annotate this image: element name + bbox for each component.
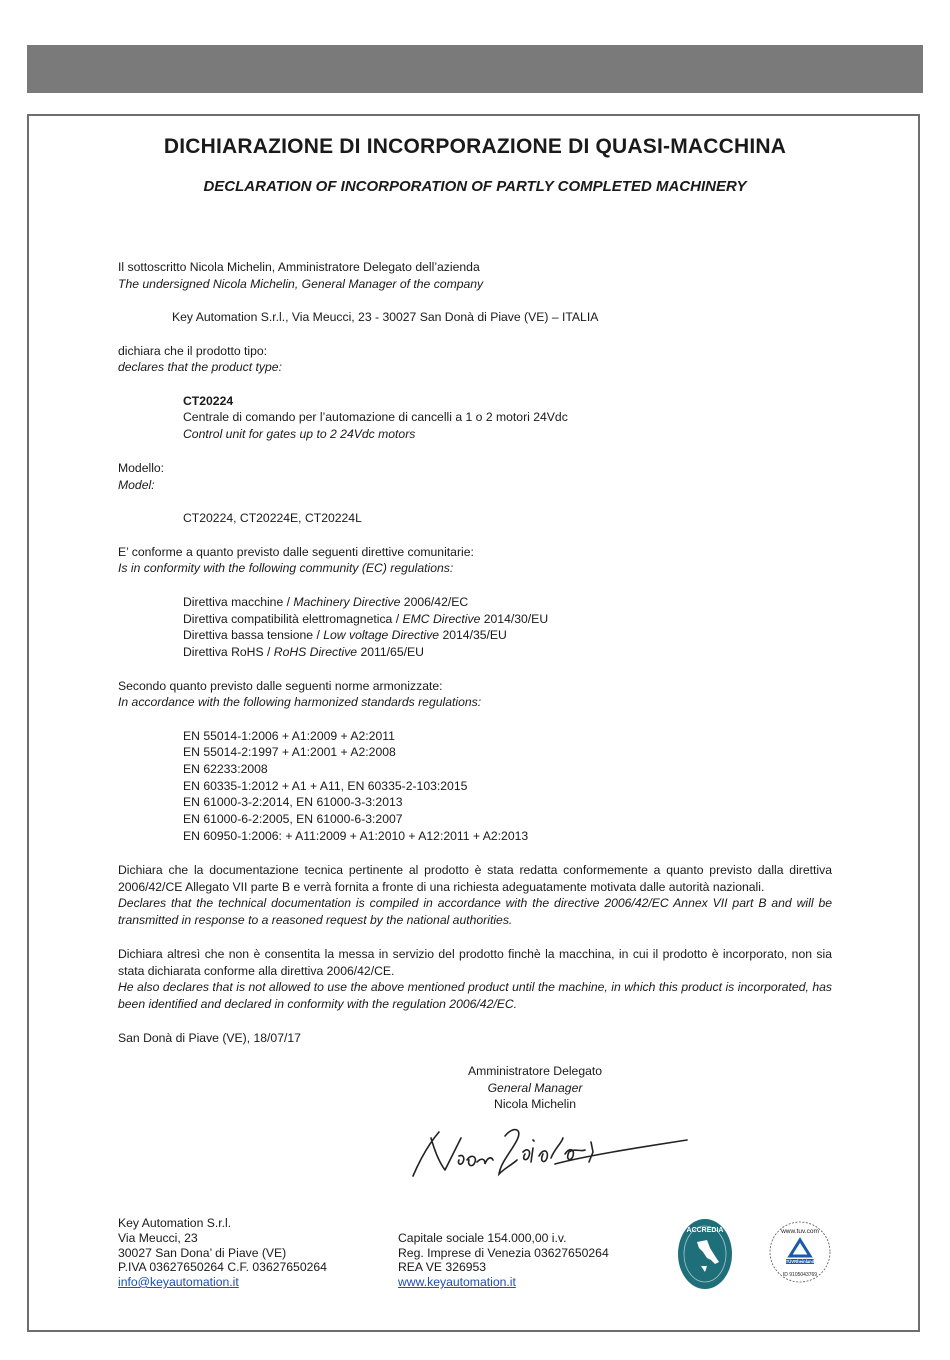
- standard-item: EN 60335-1:2012 + A1 + A11, EN 60335-2-103:2015: [183, 779, 468, 793]
- standard-item: EN 61000-6-2:2005, EN 61000-6-3:2007: [183, 812, 403, 826]
- directive-it: Direttiva bassa tensione /: [183, 628, 324, 642]
- declares-it: dichiara che il prodotto tipo:: [118, 344, 268, 358]
- product-desc-en: Control unit for gates up to 2 24Vdc motors: [183, 427, 416, 441]
- directive-it: Direttiva RoHS /: [183, 645, 274, 659]
- tuv-brand-text: TÜVRheinland: [785, 1259, 815, 1264]
- service-it: Dichiara altresì che non è consentita la messa in servizio del prodotto finchè la macchina, in cui il prodotto è incorporato, non sia stata dichiarata conforme alla direttiva 2006/42/CE.: [118, 947, 832, 978]
- directive-en: RoHS Directive: [273, 645, 358, 659]
- model-label-it: Modello:: [118, 461, 165, 475]
- directive-it: Direttiva compatibilità elettromagnetica /: [183, 612, 403, 626]
- standards-intro-it: Secondo quanto previsto dalle seguenti norme armonizzate:: [118, 679, 443, 693]
- techdoc-it: Dichiara che la documentazione tecnica pertinente al prodotto è stata redatta conformemente a quanto previsto dalla direttiva 2006/42/CE Allegato VII parte B e verrà fornita a fronte di una richiesta adeguatamente motivata dalle autorità nazionali.: [118, 863, 832, 894]
- email-link[interactable]: info@keyautomation.it: [118, 1275, 239, 1289]
- directive-en: Machinery Directive: [293, 595, 401, 609]
- signatory-role-en: General Manager: [487, 1081, 583, 1095]
- signatory-name: Nicola Michelin: [494, 1097, 576, 1111]
- document-title: DICHIARAZIONE DI INCORPORAZIONE DI QUASI-MACCHINA: [163, 135, 787, 158]
- place-date: San Donà di Piave (VE), 18/07/17: [118, 1031, 301, 1045]
- footer-company: Key Automation S.r.l.: [118, 1216, 232, 1230]
- footer-street: Via Meucci, 23: [118, 1231, 198, 1245]
- tuv-id-text: ID 9105043769: [782, 1272, 818, 1278]
- directive-en: EMC Directive: [402, 612, 481, 626]
- standard-item: EN 61000-3-2:2014, EN 61000-3-3:2013: [183, 795, 403, 809]
- product-desc-it: Centrale di comando per l’automazione di cancelli a 1 o 2 motori 24Vdc: [183, 410, 568, 424]
- signatory-role-it: Amministratore Delegato: [467, 1064, 603, 1078]
- website-link[interactable]: www.keyautomation.it: [398, 1275, 516, 1289]
- directive-number: 2014/30/EU: [480, 612, 549, 626]
- document-subtitle: DECLARATION OF INCORPORATION OF PARTLY COMPLETED MACHINERY: [203, 178, 747, 195]
- footer-registry: Reg. Imprese di Venezia 03627650264: [398, 1246, 609, 1260]
- directive-item: [183, 644, 424, 661]
- standard-item: EN 62233:2008: [183, 762, 268, 776]
- directive-item: [183, 627, 507, 644]
- directive-item: [183, 611, 548, 628]
- declares-en: declares that the product type:: [118, 360, 282, 374]
- footer-capital: Capitale sociale 154.000,00 i.v.: [398, 1231, 567, 1245]
- techdoc-en: Declares that the technical documentation is compiled in accordance with the directive 2006/42/EC Annex VII part B and will be transmitted in response to a reasoned request by the national authorities.: [118, 896, 832, 927]
- undersigned-it: Il sottoscritto Nicola Michelin, Amministratore Delegato dell’azienda: [118, 260, 480, 274]
- directive-number: 2006/42/EC: [400, 595, 469, 609]
- directive-it: Direttiva macchine /: [183, 595, 294, 609]
- accredia-logo: [677, 1218, 733, 1290]
- footer-city: 30027 San Dona’ di Piave (VE): [118, 1246, 287, 1260]
- footer-rea: REA VE 326953: [398, 1260, 487, 1274]
- service-en: He also declares that is not allowed to use the above mentioned product until the machine, in which this product is incorporated, has been identified and declared in conformity with the regulation 2006/42/EC.: [118, 980, 832, 1011]
- standards-intro-en: In accordance with the following harmonized standards regulations:: [118, 695, 482, 709]
- footer-tax: P.IVA 03627650264 C.F. 03627650264: [118, 1260, 327, 1274]
- directive-number: 2011/65/EU: [357, 645, 424, 659]
- product-code: CT20224: [183, 394, 234, 408]
- directive-number: 2014/35/EU: [439, 628, 507, 642]
- tuv-rheinland-logo: [768, 1220, 832, 1284]
- header-bar: [27, 45, 923, 93]
- standard-item: EN 55014-2:1997 + A1:2001 + A2:2008: [183, 745, 396, 759]
- model-value: CT20224, CT20224E, CT20224L: [183, 511, 362, 525]
- signature-image: [405, 1118, 695, 1184]
- undersigned-en: The undersigned Nicola Michelin, General Manager of the company: [118, 277, 484, 291]
- directive-item: [183, 594, 468, 611]
- conformity-it: E’ conforme a quanto previsto dalle seguenti direttive comunitarie:: [118, 545, 474, 559]
- standard-item: EN 60950-1:2006: + A11:2009 + A1:2010 + A12:2011 + A2:2013: [183, 829, 529, 843]
- conformity-en: Is in conformity with the following community (EC) regulations:: [118, 561, 454, 575]
- model-label-en: Model:: [118, 478, 155, 492]
- standard-item: EN 55014-1:2006 + A1:2009 + A2:2011: [183, 729, 395, 743]
- accredia-logo-text: ACCREDIA: [686, 1227, 724, 1234]
- company-line: Key Automation S.r.l., Via Meucci, 23 - 30027 San Donà di Piave (VE) – ITALIA: [172, 310, 599, 324]
- tuv-url-text: www.tuv.com: [781, 1228, 819, 1235]
- directive-en: Low voltage Directive: [323, 628, 440, 642]
